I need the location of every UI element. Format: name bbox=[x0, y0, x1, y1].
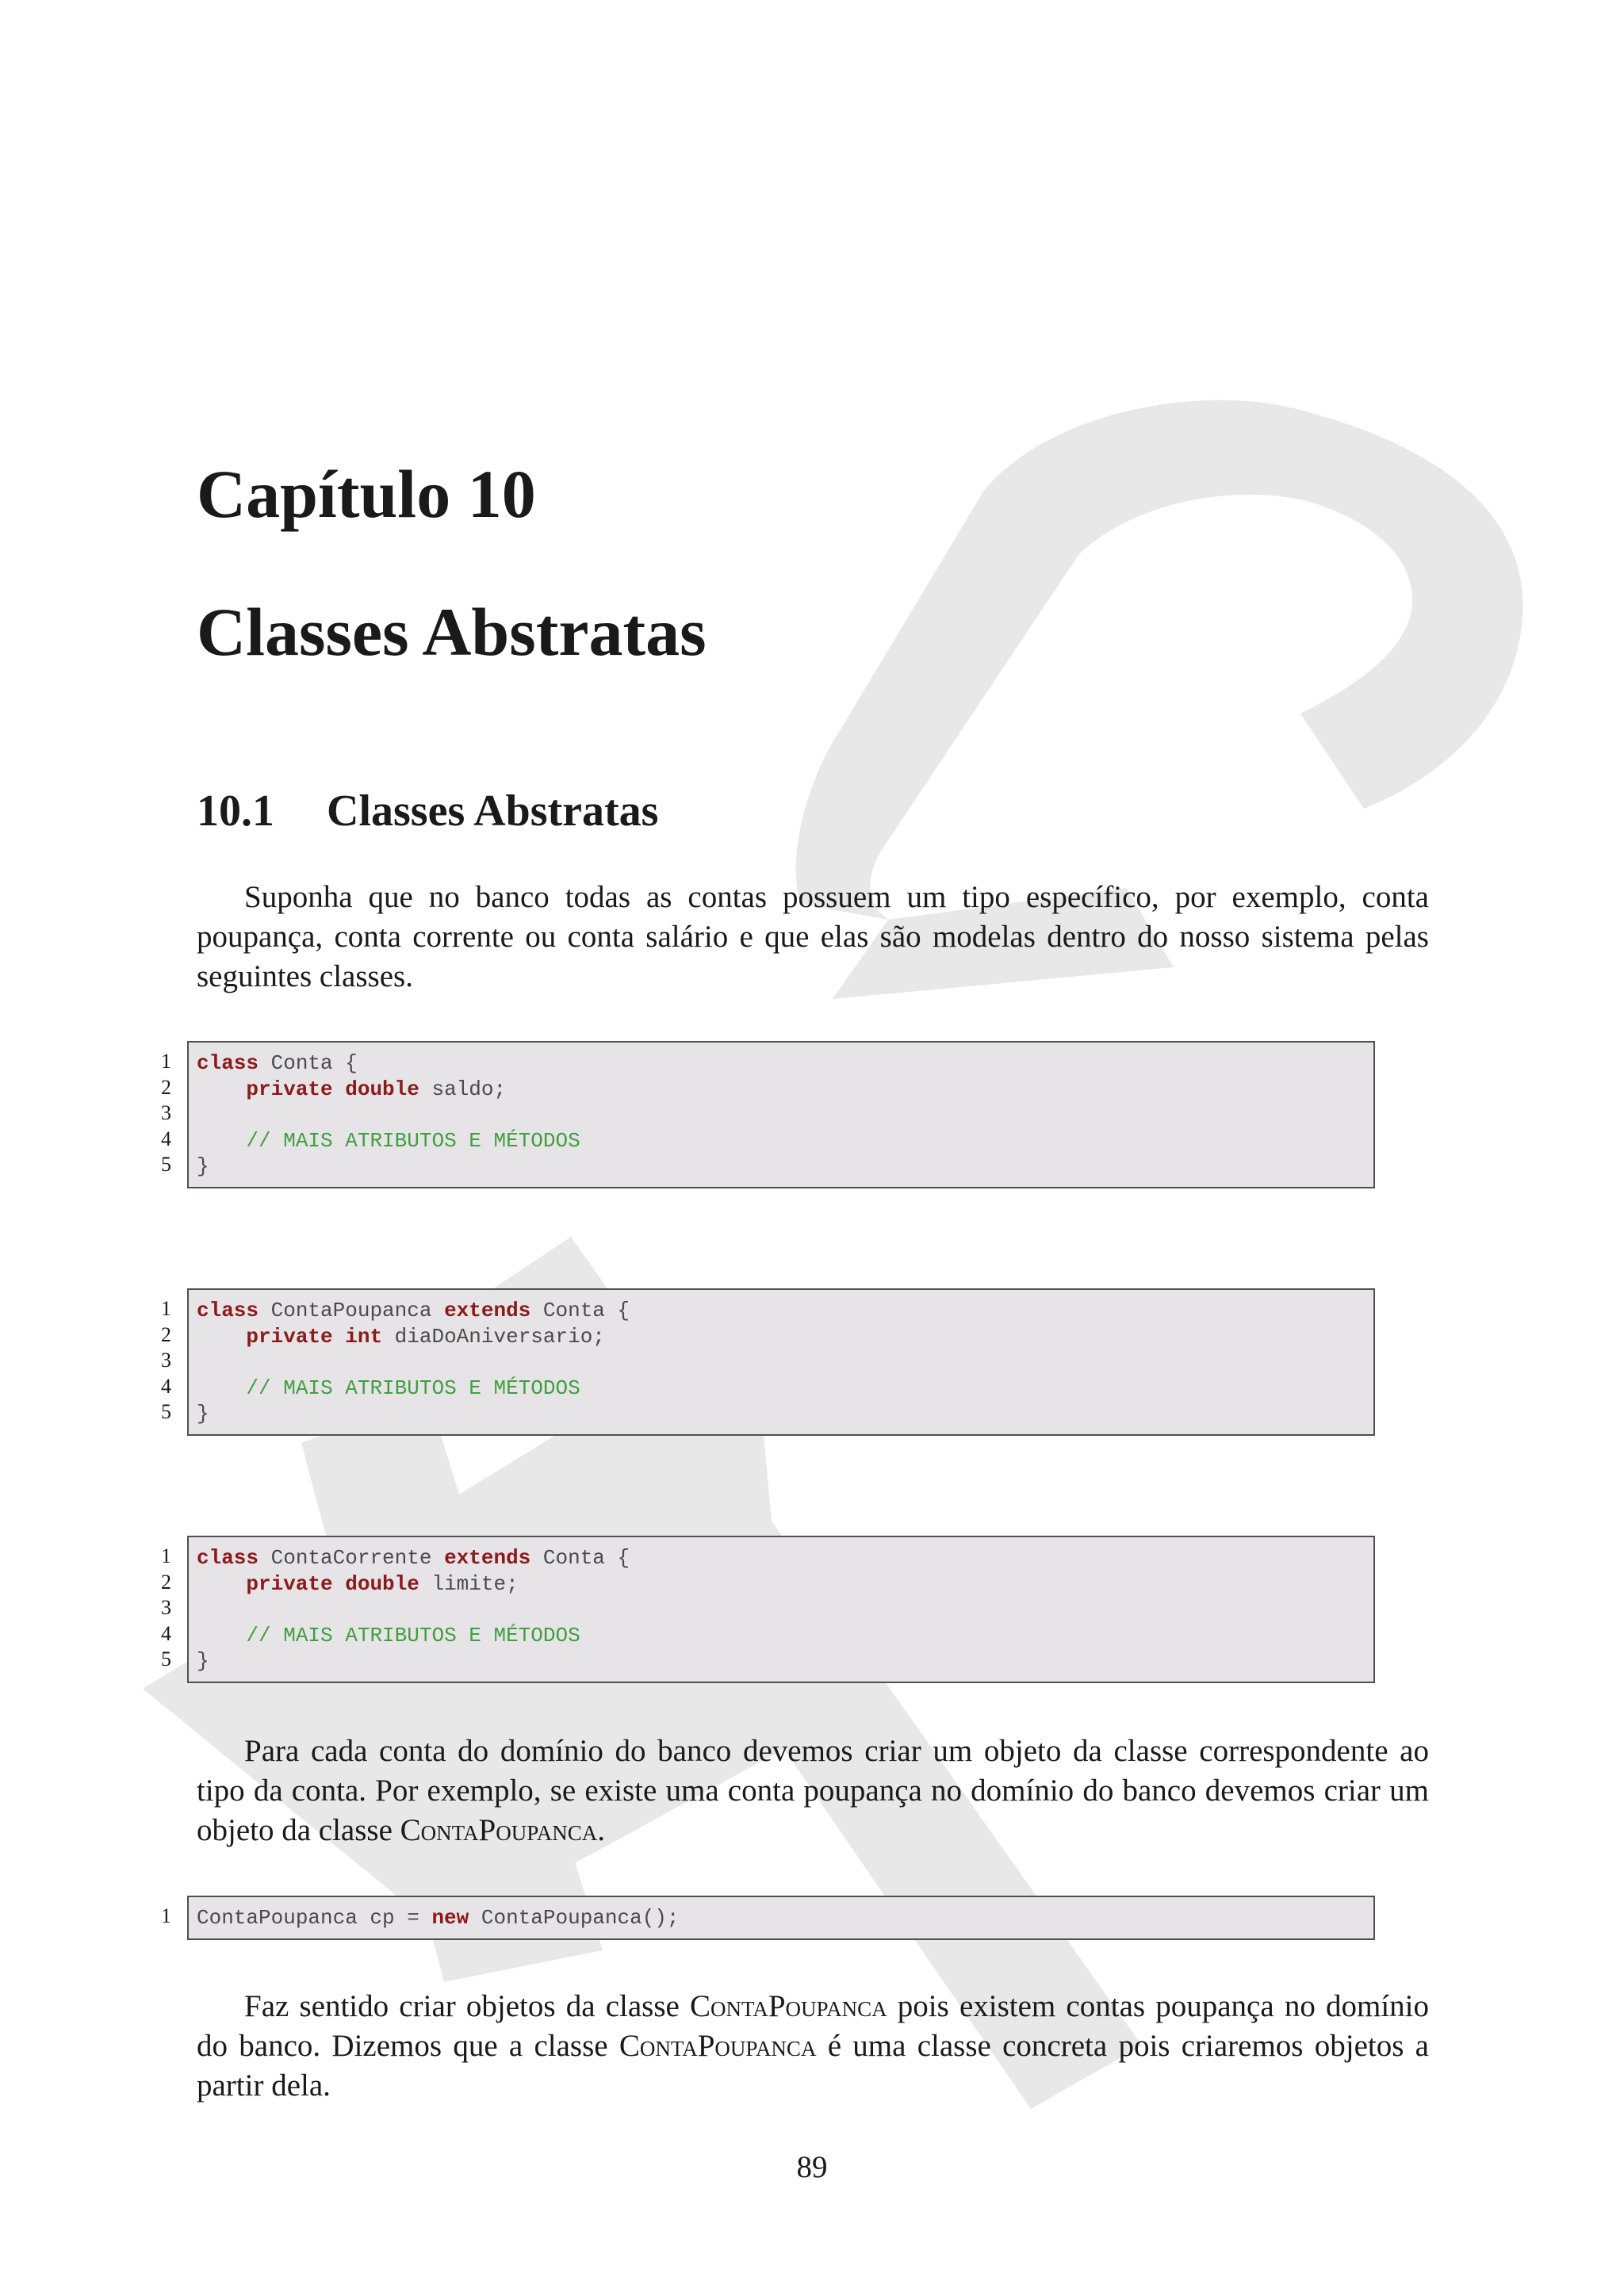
line-numbers bbox=[155, 1544, 171, 1673]
line-number: 1 bbox=[161, 1050, 171, 1073]
line-number: 3 bbox=[161, 1101, 171, 1124]
code-block-instantiation bbox=[187, 1896, 1375, 1940]
class-name: ContaPoupanca bbox=[690, 1989, 887, 2023]
code-indent bbox=[197, 1572, 246, 1596]
code-line bbox=[197, 1077, 580, 1103]
paragraph-object-per-account bbox=[197, 1732, 1429, 1850]
paragraph-intro: Suponha que no banco todas as contas possuem um tipo específico, por exemplo, conta poupança, conta corrente ou conta salário e que elas são modelas dentro do nosso sistema pelas seguintes classes. bbox=[197, 880, 1429, 993]
section-heading bbox=[197, 786, 659, 836]
code-text: Conta { bbox=[530, 1546, 630, 1570]
paragraph-concrete-class bbox=[197, 1987, 1429, 2106]
code-keyword: extends bbox=[444, 1299, 531, 1322]
code-indent bbox=[197, 1325, 246, 1349]
code-line bbox=[197, 1905, 680, 1931]
class-name: ContaPoupanca bbox=[619, 2029, 817, 2063]
line-number: 4 bbox=[161, 1127, 171, 1150]
code-block-conta-corrente bbox=[187, 1536, 1375, 1683]
code-line bbox=[197, 1545, 630, 1571]
code-keyword: new bbox=[431, 1906, 469, 1930]
code-keyword: class bbox=[197, 1299, 259, 1322]
code-indent bbox=[197, 1624, 246, 1647]
code-line: } bbox=[197, 1649, 209, 1673]
line-numbers bbox=[155, 1904, 171, 1930]
code-line bbox=[197, 1050, 580, 1077]
code-text: ContaPoupanca bbox=[259, 1299, 445, 1322]
code-text: ContaCorrente bbox=[259, 1546, 445, 1570]
code-content bbox=[197, 1545, 630, 1674]
page-number: 89 bbox=[796, 2150, 828, 2184]
paragraph-text: Faz sentido criar objetos da classe bbox=[244, 1989, 691, 2023]
chapter-label: Capítulo 10 bbox=[197, 456, 536, 532]
section-number: 10.1 bbox=[197, 786, 274, 836]
code-line bbox=[197, 1349, 630, 1376]
class-name: ContaPoupanca bbox=[400, 1813, 598, 1847]
code-comment: // MAIS ATRIBUTOS E MÉTODOS bbox=[246, 1376, 580, 1400]
code-line bbox=[197, 1298, 630, 1324]
code-keyword: private double bbox=[246, 1077, 419, 1101]
code-line bbox=[197, 1571, 630, 1598]
code-line bbox=[197, 1102, 580, 1128]
code-text: Conta { bbox=[259, 1051, 358, 1075]
line-number: 5 bbox=[161, 1400, 171, 1423]
code-text: ContaPoupanca(); bbox=[469, 1906, 680, 1930]
code-indent bbox=[197, 1376, 246, 1400]
code-text: saldo; bbox=[419, 1077, 507, 1101]
code-text: diaDoAniversario; bbox=[382, 1324, 605, 1349]
code-keyword: extends bbox=[444, 1546, 531, 1570]
line-number: 3 bbox=[161, 1349, 171, 1372]
line-number: 1 bbox=[161, 1544, 171, 1567]
section-title: Classes Abstratas bbox=[327, 786, 659, 836]
line-number: 2 bbox=[161, 1570, 171, 1594]
code-indent bbox=[197, 1129, 246, 1153]
line-number: 5 bbox=[161, 1153, 171, 1176]
paragraph-text: é uma classe concreta pois criaremos objetos a partir dela. bbox=[197, 2029, 1429, 2103]
code-keyword: private int bbox=[246, 1324, 383, 1349]
paragraph-text: . bbox=[597, 1813, 605, 1847]
line-number: 3 bbox=[161, 1596, 171, 1619]
code-text: limite; bbox=[419, 1571, 519, 1596]
code-line: } bbox=[197, 1402, 209, 1425]
line-number: 2 bbox=[161, 1075, 171, 1099]
line-number: 1 bbox=[161, 1297, 171, 1320]
line-number: 4 bbox=[161, 1374, 171, 1398]
paragraph-text: Para cada conta do domínio do banco devemos criar um objeto da classe correspondente ao tipo da conta. Por exemplo, se existe uma conta poupança no domínio do banco devemos criar um objeto da classe bbox=[197, 1734, 1429, 1847]
code-line bbox=[197, 1324, 630, 1350]
code-comment: // MAIS ATRIBUTOS E MÉTODOS bbox=[246, 1128, 580, 1153]
code-text: ContaPoupanca cp = bbox=[197, 1906, 432, 1930]
line-number: 2 bbox=[161, 1322, 171, 1346]
code-text: Conta { bbox=[530, 1299, 630, 1322]
code-line bbox=[197, 1128, 580, 1154]
code-line bbox=[197, 1376, 630, 1402]
code-block-conta-poupanca bbox=[187, 1288, 1375, 1436]
line-number: 1 bbox=[161, 1904, 171, 1927]
code-block-conta bbox=[187, 1041, 1375, 1188]
code-content bbox=[197, 1905, 680, 1931]
line-numbers bbox=[155, 1049, 171, 1178]
line-number: 4 bbox=[161, 1621, 171, 1645]
code-keyword: class bbox=[197, 1546, 259, 1570]
code-keyword: class bbox=[197, 1051, 259, 1075]
line-number: 5 bbox=[161, 1647, 171, 1670]
code-comment: // MAIS ATRIBUTOS E MÉTODOS bbox=[246, 1623, 580, 1647]
code-keyword: private double bbox=[246, 1571, 419, 1596]
code-indent bbox=[197, 1077, 246, 1101]
line-numbers bbox=[155, 1296, 171, 1425]
code-content bbox=[197, 1298, 630, 1427]
code-line bbox=[197, 1623, 630, 1649]
code-content bbox=[197, 1050, 580, 1180]
code-line: } bbox=[197, 1154, 209, 1178]
code-line bbox=[197, 1597, 630, 1623]
chapter-title: Classes Abstratas bbox=[197, 594, 707, 670]
paragraph-text: pois existem contas poupança no domínio do banco. Dizemos que a classe bbox=[197, 1989, 1429, 2063]
